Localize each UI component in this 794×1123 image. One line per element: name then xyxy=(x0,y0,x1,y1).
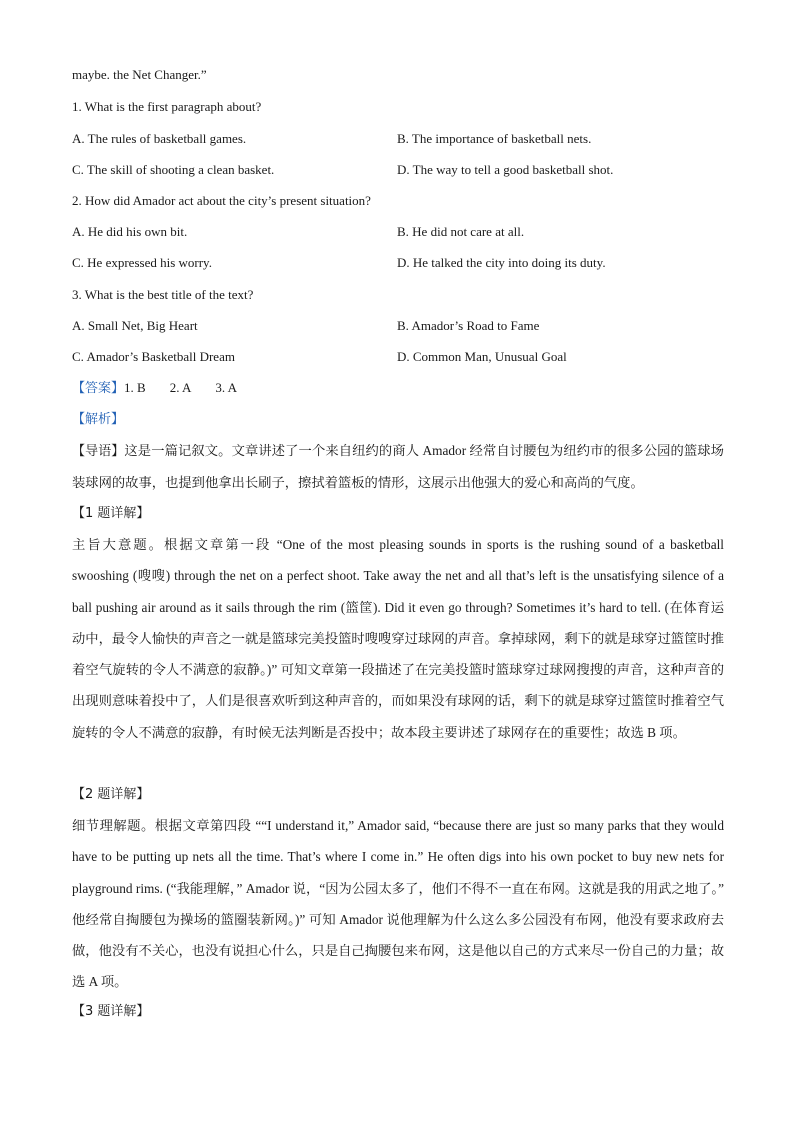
intro-line: maybe. the Net Changer.” xyxy=(72,67,207,82)
question-1-stem: 1. What is the first paragraph about? xyxy=(72,99,262,114)
question-3-option-d: D. Common Man, Unusual Goal xyxy=(397,349,567,364)
question-1-option-d: D. The way to tell a good basketball shot. xyxy=(397,162,614,177)
answer-item-1: 1. B xyxy=(124,380,146,395)
answer-item-2: 2. A xyxy=(169,380,192,395)
guide-text: 这是一篇记叙文。文章讲述了一个来自纽约的商人 Amador 经常自讨腰包为纽约市的很多公园的篮球场装球网的故事，也提到他拿出长刷子，擦拭着篮板的情形，这展示出他强大的爱心和高尚的气度。 xyxy=(72,443,724,491)
detail-3-label: 【3 题详解】 xyxy=(72,1004,150,1019)
question-2-option-b: B. He did not care at all. xyxy=(397,224,525,239)
answer-item-3: 3. A xyxy=(215,380,238,395)
question-2-option-c: C. He expressed his worry. xyxy=(72,255,212,270)
detail-2-label: 【2 题详解】 xyxy=(72,787,150,802)
answer-line xyxy=(72,379,237,398)
answer-label: 【答案】 xyxy=(72,381,125,396)
question-3-option-a: A. Small Net, Big Heart xyxy=(72,318,198,333)
question-1-option-c: C. The skill of shooting a clean basket. xyxy=(72,162,275,177)
detail-1-paragraph: 主旨大意题。根据文章第一段 “One of the most pleasing sounds in sports is the rushing sound of a basketball swooshing (嗖嗖) through the net on a perfect shoot. Take away the net and all that’s left is the unsatisfying silence of a ball pushing air around as it sails through the rim (篮筐). Did it even go through? Sometimes it’s hard to tell. (在体育运动中，最令人愉快的声音之一就是篮球完美投篮时嗖嗖穿过球网的声音。拿掉球网，剩下的就是球穿过篮筐时推着空气旋转的令人不满意的寂静。)” 可知文章第一段描述了在完美投篮时篮球穿过球网搜搜的声音，这种声音的出现则意味着投中了，人们是很喜欢听到这种声音的，而如果没有球网的话，剩下的就是球穿过篮筐时推着空气旋转的令人不满意的寂静，有时候无法判断是否投中；故本段主要讲述了球网存在的重要性；故选 B 项。 xyxy=(72,537,724,740)
question-2-stem: 2. How did Amador act about the city’s present situation? xyxy=(72,193,371,208)
question-1-option-a: A. The rules of basketball games. xyxy=(72,131,247,146)
detail-2-paragraph: 细节理解题。根据文章第四段 ““I understand it,” Amador said, “because there are just so many parks that they would have to be putting up nets all the time. That’s where I come in.” He often digs into his own pocket to buy new nets for playground rims. (“我能理解，” Amador 说，“因为公园太多了，他们不得不一直在布网。这就是我的用武之地了。” 他经常自掏腰包为操场的篮圈装新网。)” 可知 Amador 说他理解为什么这么多公园没有布网，他没有要求政府去做，他没有不关心，也没有说担心什么，只是自己掏腰包来布网，这是他以自己的方式来尽一份自己的力量；故选 A 项。 xyxy=(72,818,724,990)
guide-paragraph xyxy=(72,435,724,499)
question-2-option-d: D. He talked the city into doing its duty. xyxy=(397,255,606,270)
question-1-option-b: B. The importance of basketball nets. xyxy=(397,131,592,146)
question-3-stem: 3. What is the best title of the text? xyxy=(72,287,254,302)
question-3-option-b: B. Amador’s Road to Fame xyxy=(397,318,540,333)
detail-1-label: 【1 题详解】 xyxy=(72,506,150,521)
guide-label: 【导语】 xyxy=(72,444,125,459)
analysis-label: 【解析】 xyxy=(72,412,125,427)
question-3-option-c: C. Amador’s Basketball Dream xyxy=(72,349,235,364)
question-2-option-a: A. He did his own bit. xyxy=(72,224,188,239)
